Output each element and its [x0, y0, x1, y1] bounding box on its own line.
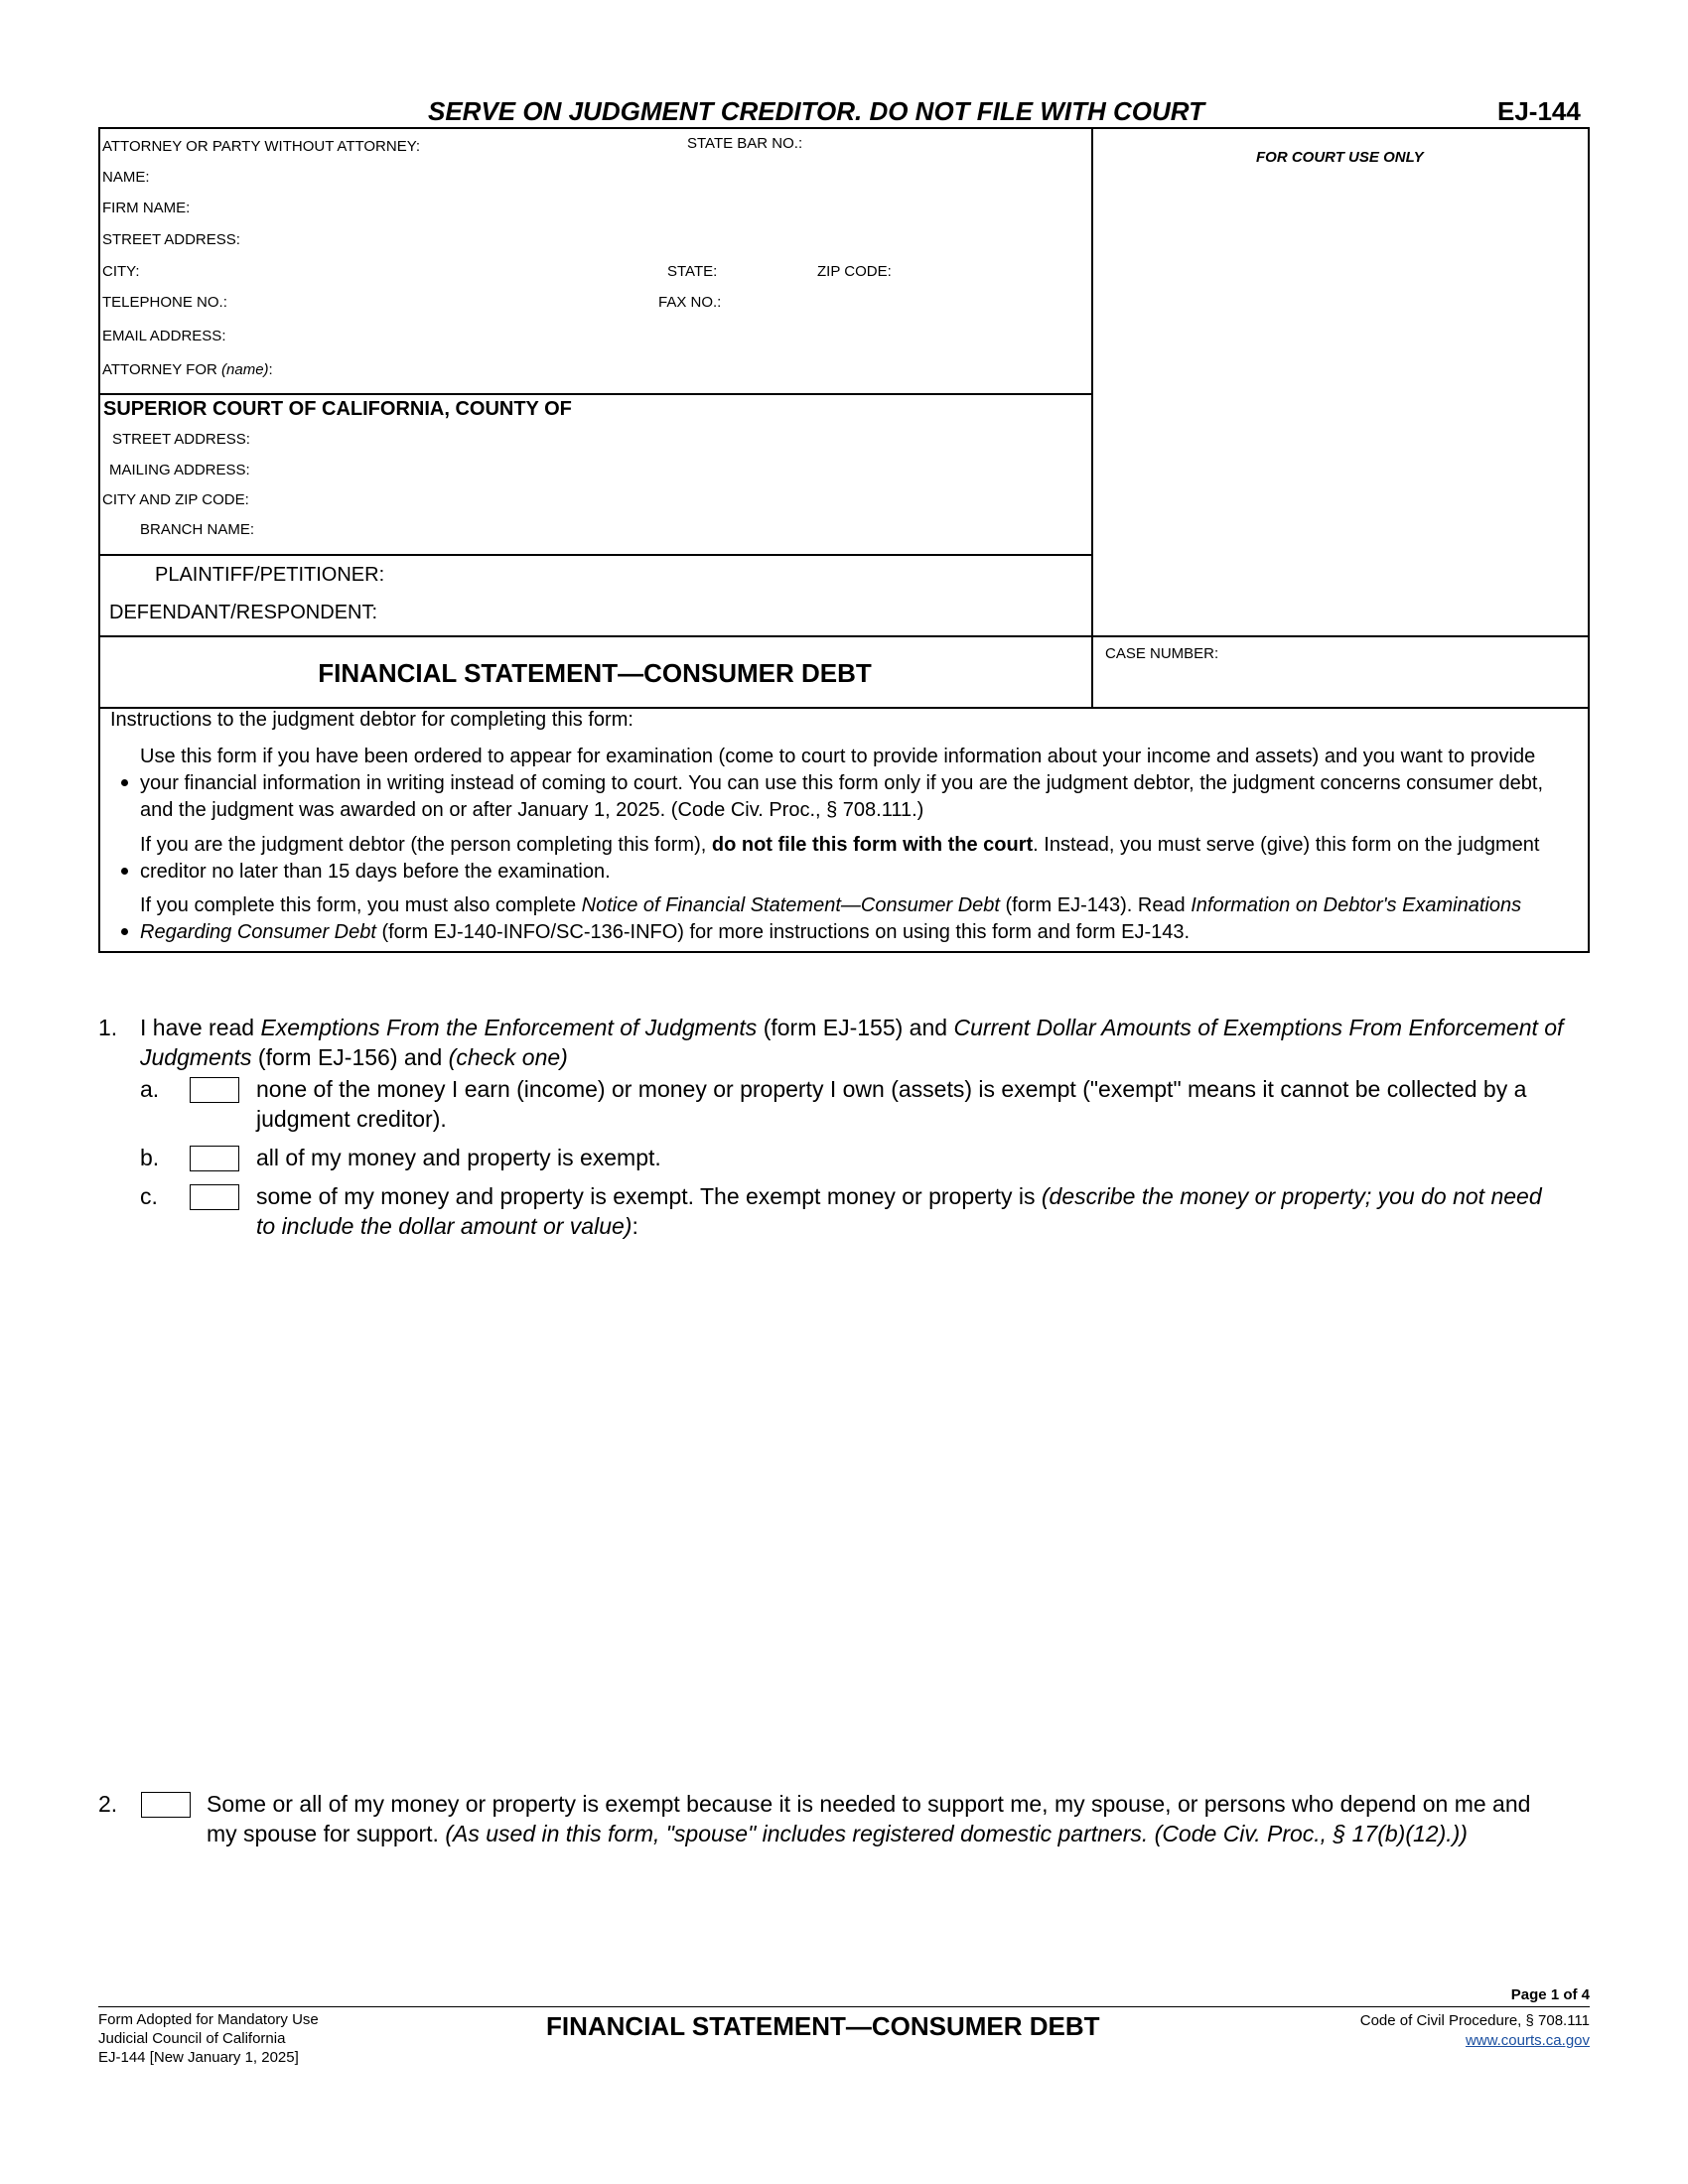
- option-a-checkbox[interactable]: [190, 1077, 239, 1103]
- question-2-text: [207, 1789, 1567, 1848]
- telephone-label: TELEPHONE NO.:: [102, 294, 227, 311]
- court-mailing-label: MAILING ADDRESS:: [109, 462, 250, 478]
- option-b-text: all of my money and property is exempt.: [256, 1145, 661, 1170]
- question-2-checkbox[interactable]: [141, 1792, 191, 1818]
- attorney-for-label: [102, 361, 273, 378]
- option-c-text: [256, 1181, 1567, 1241]
- form-number: EJ-144: [1497, 96, 1581, 126]
- footer-adopted-line-1: Form Adopted for Mandatory Use: [98, 2011, 319, 2028]
- q1-part-e: (form EJ-156) and: [251, 1044, 449, 1070]
- footer-rule: [98, 2006, 1590, 2007]
- footer-title: FINANCIAL STATEMENT—CONSUMER DEBT: [546, 2011, 1100, 2041]
- instructions-heading: Instructions to the judgment debtor for completing this form:: [110, 709, 633, 731]
- footer-adopted: [98, 2010, 319, 2067]
- footer-code: Code of Civil Procedure, § 708.111: [1359, 2012, 1590, 2029]
- instruction-3-part-e: (form EJ-140-INFO/SC-136-INFO) for more instructions on using this form and form EJ-143.: [375, 921, 1191, 943]
- instruction-3-form-title: Notice of Financial Statement—Consumer Debt: [581, 894, 1000, 916]
- city-label: CITY:: [102, 263, 140, 280]
- option-c-colon: :: [632, 1213, 638, 1239]
- form-title: FINANCIAL STATEMENT—CONSUMER DEBT: [318, 658, 872, 688]
- court-branch-label: BRANCH NAME:: [140, 521, 255, 538]
- attorney-court-divider: [98, 393, 1093, 395]
- fax-label: FAX NO.:: [658, 294, 722, 311]
- question-1-number: 1.: [98, 1015, 118, 1040]
- court-parties-divider: [98, 554, 1093, 556]
- instruction-2-part-a: If you are the judgment debtor (the person completing this form),: [140, 834, 712, 856]
- bullet-1: [121, 779, 128, 786]
- instruction-3-part-c: (form EJ-143). Read: [999, 894, 1192, 916]
- question-1-text: [140, 1013, 1570, 1072]
- option-a-text: none of the money I earn (income) or money or property I own (assets) is exempt ("exempt" means it cannot be collected by a judgment creditor).: [256, 1076, 1527, 1132]
- question-2-number: 2.: [98, 1791, 118, 1817]
- q2-italic-note: (As used in this form, "spouse" includes registered domestic partners. (Code Civ. Proc., § 17(b)(12).)): [445, 1821, 1468, 1846]
- attorney-label: ATTORNEY OR PARTY WITHOUT ATTORNEY:: [102, 138, 421, 155]
- name-label: NAME:: [102, 169, 150, 186]
- court-use-only-label: FOR COURT USE ONLY: [1256, 149, 1424, 166]
- attorney-for-text: ATTORNEY FOR: [102, 361, 217, 378]
- instruction-2-part-c: . Instead, you must serve (give) this form on the judgment creditor no later than 15 days before the examination.: [140, 834, 1540, 883]
- court-title: SUPERIOR COURT OF CALIFORNIA, COUNTY OF: [103, 398, 572, 420]
- q1-ej155-title: Exemptions From the Enforcement of Judgments: [260, 1015, 758, 1040]
- q1-check-one: (check one): [448, 1044, 568, 1070]
- option-c-main: some of my money and property is exempt. The exempt money or property is: [256, 1183, 1042, 1209]
- instruction-3-part-a: If you complete this form, you must also complete: [140, 894, 582, 916]
- option-c-checkbox[interactable]: [190, 1184, 239, 1210]
- court-street-label: STREET ADDRESS:: [112, 431, 250, 448]
- instruction-item-1: Use this form if you have been ordered to appear for examination (come to court to provide information about your income and assets) and you want to provide your financial information in writing instead of coming to court. You can use this form only if you are the judgment debtor, the judgment concerns consumer debt, and the judgment was awarded on or after January 1, 2025. (Code Civ. Proc., § 708.111.): [140, 746, 1544, 821]
- option-c-italic: (describe the money or property; you do not need to include the dollar amount or value): [256, 1183, 1542, 1239]
- q1-ej156-title: Current Dollar Amounts of Exemptions From Enforcement of Judgments: [140, 1015, 1564, 1070]
- bullet-3: [121, 928, 128, 935]
- instruction-item-3: [140, 892, 1578, 946]
- case-number-label: CASE NUMBER:: [1105, 645, 1219, 662]
- page-number: Page 1 of 4: [1510, 1986, 1590, 2003]
- plaintiff-label: PLAINTIFF/PETITIONER:: [155, 564, 385, 586]
- title-divider: [98, 635, 1590, 637]
- footer-courts-link[interactable]: www.courts.ca.gov: [1465, 2032, 1590, 2049]
- option-a-letter: a.: [140, 1076, 160, 1102]
- state-label: STATE:: [667, 263, 718, 280]
- option-b-checkbox[interactable]: [190, 1146, 239, 1171]
- court-city-zip-label: CITY AND ZIP CODE:: [102, 491, 249, 508]
- q1-part-c: (form EJ-155) and: [757, 1015, 954, 1040]
- bullet-2: [121, 868, 128, 875]
- footer-adopted-line-3: EJ-144 [New January 1, 2025]: [98, 2049, 299, 2066]
- instruction-2-bold: do not file this form with the court: [711, 834, 1034, 856]
- email-label: EMAIL ADDRESS:: [102, 328, 226, 344]
- instruction-item-2: [140, 832, 1578, 886]
- instruction-3-info-title: Information on Debtor's Examinations Regarding Consumer Debt: [140, 894, 1522, 943]
- attorney-for-name-hint: (name): [221, 361, 269, 378]
- caption-divider: [1091, 127, 1093, 709]
- q2-main: Some or all of my money or property is exempt because it is needed to support me, my spouse, or persons who depend on me and my spouse for support.: [207, 1791, 1531, 1846]
- footer-adopted-line-2: Judicial Council of California: [98, 2030, 286, 2047]
- serve-notice: SERVE ON JUDGMENT CREDITOR. DO NOT FILE WITH COURT: [428, 96, 1204, 126]
- q1-part-a: I have read: [140, 1015, 261, 1040]
- option-b-letter: b.: [140, 1145, 160, 1170]
- zip-code-label: ZIP CODE:: [817, 263, 892, 280]
- defendant-label: DEFENDANT/RESPONDENT:: [109, 602, 378, 623]
- attorney-for-colon: :: [268, 361, 273, 378]
- state-bar-label: STATE BAR NO.:: [687, 135, 803, 152]
- firm-name-label: FIRM NAME:: [102, 200, 191, 216]
- option-c-letter: c.: [140, 1183, 158, 1209]
- street-address-label: STREET ADDRESS:: [102, 231, 240, 248]
